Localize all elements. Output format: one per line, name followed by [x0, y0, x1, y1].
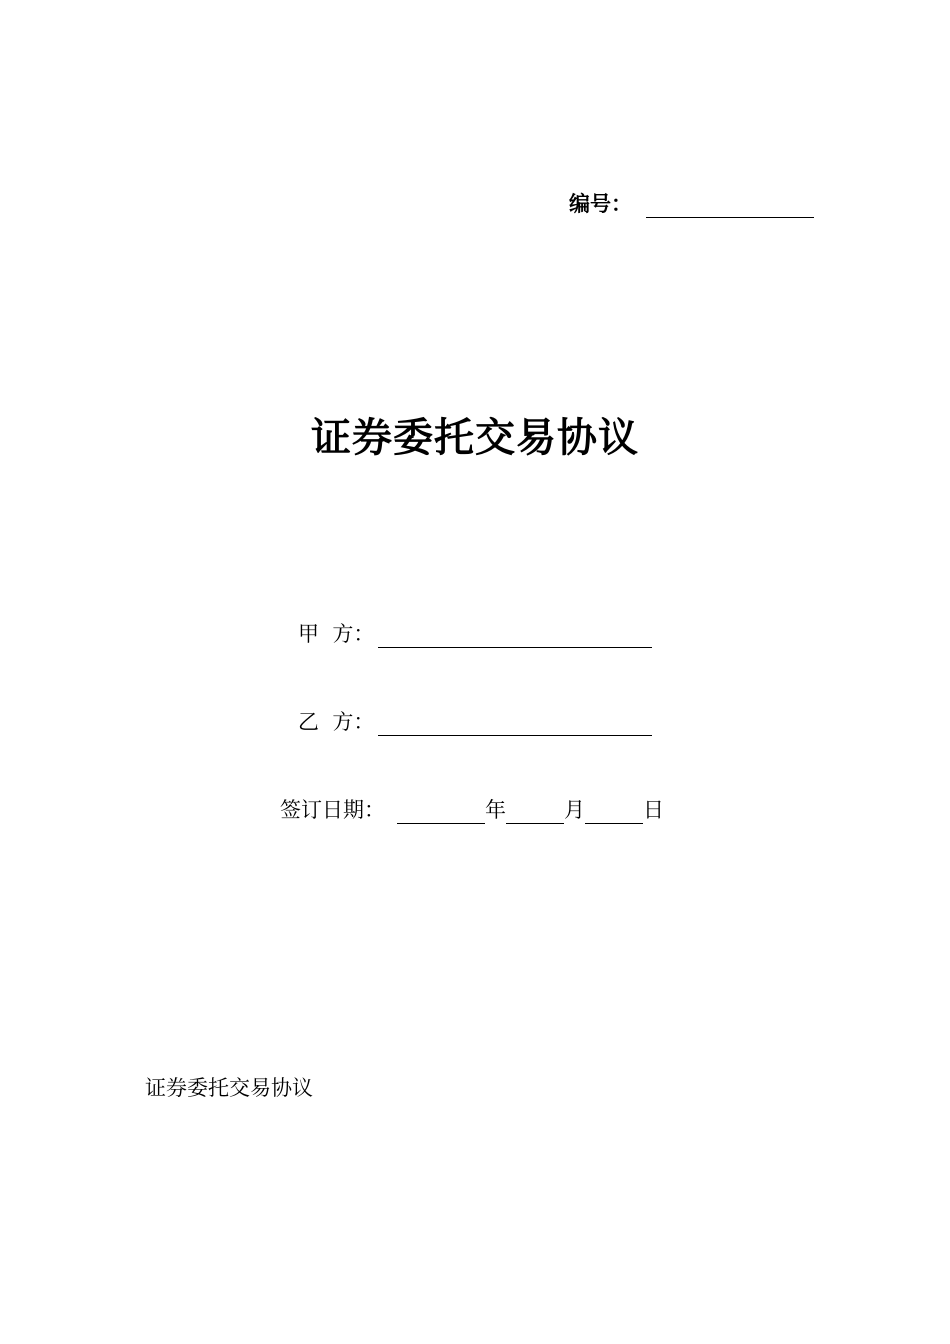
- party-b-label: 乙 方：: [298, 710, 375, 734]
- signing-date-label: 签订日期：: [280, 798, 385, 822]
- document-title: 证券委托交易协议: [311, 415, 639, 461]
- signing-year-blank: [397, 803, 485, 824]
- signing-day-label: 日: [643, 798, 664, 822]
- body-subtitle: 证券委托交易协议: [145, 1076, 313, 1100]
- signing-date-row: [280, 796, 664, 824]
- document-number-label: 编号：: [569, 192, 632, 216]
- party-b-blank: [378, 715, 652, 736]
- party-a-label: 甲 方：: [298, 622, 375, 646]
- signing-month-blank: [506, 803, 564, 824]
- signing-day-blank: [585, 803, 643, 824]
- signing-month-label: 月: [564, 798, 585, 822]
- signing-year-label: 年: [485, 798, 506, 822]
- party-a-row: [298, 620, 652, 648]
- party-b-row: [298, 708, 652, 736]
- document-number-blank: [646, 193, 814, 218]
- party-a-blank: [378, 627, 652, 648]
- document-number: [569, 190, 814, 218]
